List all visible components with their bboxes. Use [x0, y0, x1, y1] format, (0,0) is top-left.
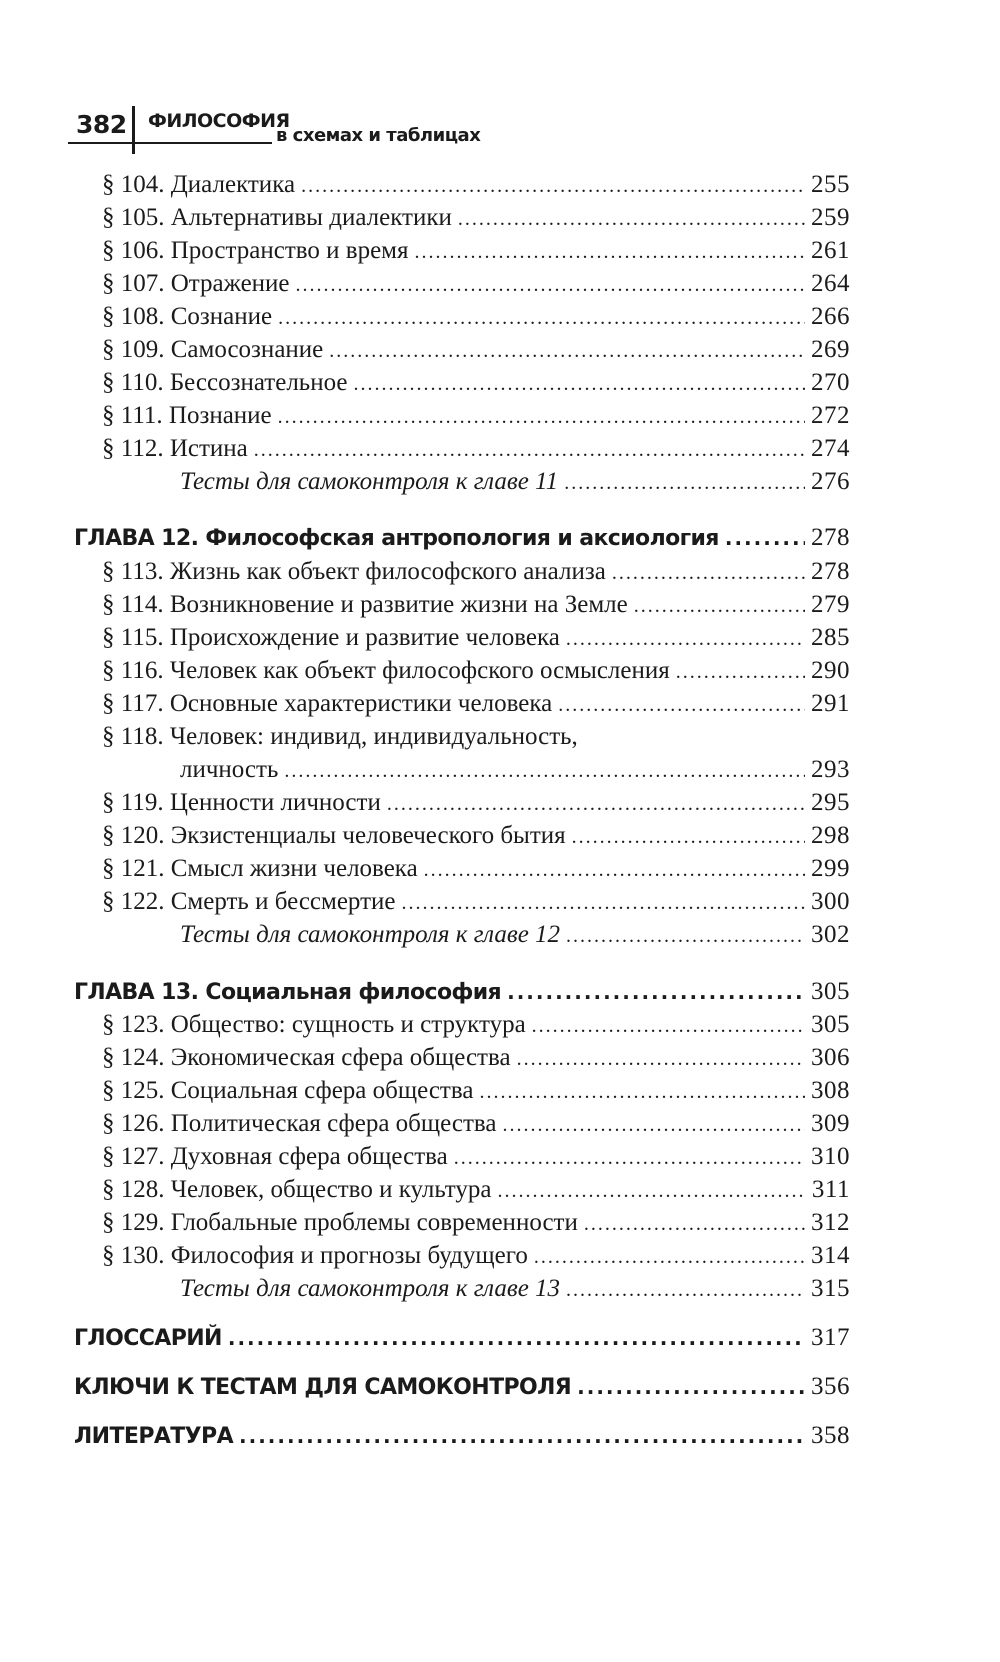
- toc-entry-title: § 110. Бессознательное: [102, 369, 348, 396]
- dot-leader: [239, 1420, 805, 1452]
- toc-entry-page: 274: [811, 435, 850, 462]
- toc-entry-page: 276: [811, 468, 850, 495]
- dot-leader: [454, 1142, 805, 1174]
- toc-entry: [102, 202, 850, 234]
- toc-entry-page: 315: [811, 1275, 850, 1302]
- toc-entry-title: § 122. Смерть и бессмертие: [102, 888, 396, 915]
- toc-entry-page: 290: [811, 657, 850, 684]
- toc-entry-page: 310: [811, 1143, 850, 1170]
- dot-leader: [676, 656, 805, 688]
- toc-entry: [102, 787, 850, 819]
- dot-leader: [301, 170, 805, 202]
- toc-entry-title: § 123. Общество: сущность и структура: [102, 1011, 526, 1038]
- toc-entry-page: 317: [811, 1324, 850, 1351]
- header-divider: [132, 106, 135, 154]
- toc-tests-entry: [180, 919, 850, 951]
- toc-entry-page: 295: [811, 789, 850, 816]
- toc-entry-page: 314: [811, 1242, 850, 1269]
- toc-tests-entry: [180, 1273, 850, 1305]
- dot-leader: [566, 920, 805, 952]
- toc-entry-page: 270: [811, 369, 850, 396]
- dot-leader: [612, 557, 805, 589]
- dot-leader: [458, 203, 805, 235]
- toc-entry-title: § 126. Политическая сфера общества: [102, 1110, 497, 1137]
- dot-leader: [507, 976, 805, 1008]
- toc-entry: [102, 400, 850, 432]
- toc-entry: [102, 556, 850, 588]
- toc-entry-page: 293: [811, 756, 850, 783]
- toc-entry: [102, 1207, 850, 1239]
- toc-entry: [102, 853, 850, 885]
- toc-entry-title: § 115. Происхождение и развитие человека: [102, 624, 560, 651]
- toc-entry: [102, 688, 850, 720]
- dot-leader: [534, 1241, 805, 1273]
- running-header: [68, 96, 508, 156]
- dot-leader: [414, 236, 805, 268]
- toc-entry: [102, 367, 850, 399]
- toc-entry-page: 306: [811, 1044, 850, 1071]
- dot-leader: [329, 335, 805, 367]
- dot-leader: [254, 434, 805, 466]
- book-subtitle: в схемах и таблицах: [276, 125, 481, 146]
- toc-entry-title: § 121. Смысл жизни человека: [102, 855, 418, 882]
- toc-keys-heading: [74, 1371, 850, 1403]
- toc-entry-page: 259: [811, 204, 850, 231]
- toc-entry-title: § 117. Основные характеристики человека: [102, 690, 553, 717]
- toc-entry-page: 261: [811, 237, 850, 264]
- toc-glossary-heading: [74, 1322, 850, 1354]
- dot-leader: [424, 854, 805, 886]
- toc-literature-heading: [74, 1420, 850, 1452]
- toc-chapter-title: ГЛОССАРИЙ: [74, 1326, 222, 1351]
- toc-entry-page: 264: [811, 270, 850, 297]
- dot-leader: [566, 1274, 805, 1306]
- toc-entry-title: § 119. Ценности личности: [102, 789, 381, 816]
- toc-entry: [102, 1108, 850, 1140]
- toc-entry-title: § 105. Альтернативы диалектики: [102, 204, 452, 231]
- toc-entry: [102, 301, 850, 333]
- toc-entry-continuation: [180, 754, 850, 786]
- toc-entry-title: § 116. Человек как объект философского осмысления: [102, 657, 670, 684]
- dot-leader: [228, 1322, 805, 1354]
- toc-entry: [102, 1174, 850, 1206]
- toc-chapter-title: КЛЮЧИ К ТЕСТАМ ДЛЯ САМОКОНТРОЛЯ: [74, 1375, 572, 1400]
- dot-leader: [572, 821, 805, 853]
- toc-entry: [102, 820, 850, 852]
- toc-entry-page: 278: [811, 524, 850, 551]
- toc-entry: [102, 622, 850, 654]
- toc-entry-title: § 125. Социальная сфера общества: [102, 1077, 474, 1104]
- toc-entry-page: 272: [811, 402, 850, 429]
- toc-chapter-title: ГЛАВА 13. Социальная философия: [74, 980, 502, 1005]
- dot-leader: [502, 1109, 805, 1141]
- toc-entry-title: Тесты для самоконтроля к главе 11: [180, 468, 559, 495]
- dot-leader: [532, 1010, 805, 1042]
- dot-leader: [564, 467, 805, 499]
- toc-entry-title: § 109. Самосознание: [102, 336, 324, 363]
- toc-chapter-heading: [74, 522, 850, 554]
- toc-entry-page: 356: [811, 1373, 850, 1400]
- dot-leader: [479, 1076, 805, 1108]
- toc-entry-title: § 108. Сознание: [102, 303, 273, 330]
- toc-entry-first-line: [102, 721, 850, 753]
- toc-entry: [102, 268, 850, 300]
- toc-entry-page: 312: [811, 1209, 850, 1236]
- toc-entry-page: 311: [811, 1176, 850, 1203]
- toc-entry: [102, 235, 850, 267]
- header-underline: [68, 142, 272, 144]
- toc-chapter-title: ГЛАВА 12. Философская антропология и аксиология: [74, 526, 719, 551]
- toc-entry: [102, 433, 850, 465]
- toc-entry: [102, 1075, 850, 1107]
- toc-entry: [102, 169, 850, 201]
- dot-leader: [725, 522, 805, 554]
- book-title: ФИЛОСОФИЯ: [148, 110, 290, 132]
- toc-entry-title: § 120. Экзистенциалы человеческого бытия: [102, 822, 566, 849]
- toc-entry-page: 255: [811, 171, 850, 198]
- toc-chapter-title: ЛИТЕРАТУРА: [74, 1424, 233, 1449]
- toc-entry-page: 309: [811, 1110, 850, 1137]
- toc-entry-title: § 128. Человек, общество и культура: [102, 1176, 492, 1203]
- toc-entry-title: Тесты для самоконтроля к главе 13: [180, 1275, 561, 1302]
- toc-entry-page: 308: [811, 1077, 850, 1104]
- toc-entry-page: 298: [811, 822, 850, 849]
- toc-entry: [102, 1009, 850, 1041]
- toc-entry-page: 279: [811, 591, 850, 618]
- toc-entry-title: § 114. Возникновение и развитие жизни на Земле: [102, 591, 628, 618]
- dot-leader: [558, 689, 805, 721]
- toc-entry-page: 300: [811, 888, 850, 915]
- toc-entry-title: § 104. Диалектика: [102, 171, 296, 198]
- toc-entry: [102, 1240, 850, 1272]
- toc-entry: [102, 589, 850, 621]
- dot-leader: [498, 1175, 806, 1207]
- toc-entry-page: 302: [811, 921, 850, 948]
- page-number: 382: [76, 110, 127, 139]
- dot-leader: [387, 788, 805, 820]
- toc-entry-title: личность: [180, 756, 279, 783]
- toc-tests-entry: [180, 466, 850, 498]
- toc-entry: [102, 655, 850, 687]
- toc-entry: [102, 1042, 850, 1074]
- dot-leader: [577, 1371, 805, 1403]
- toc-entry-page: 285: [811, 624, 850, 651]
- dot-leader: [517, 1043, 805, 1075]
- toc-entry-page: 266: [811, 303, 850, 330]
- toc-entry-title: § 113. Жизнь как объект философского анализа: [102, 558, 606, 585]
- dot-leader: [284, 755, 805, 787]
- toc-entry-title: § 111. Познание: [102, 402, 272, 429]
- dot-leader: [566, 623, 805, 655]
- toc-entry-title: Тесты для самоконтроля к главе 12: [180, 921, 561, 948]
- dot-leader: [278, 401, 805, 433]
- toc-entry-title: § 118. Человек: индивид, индивидуальность,: [102, 723, 578, 750]
- toc-entry-page: 358: [811, 1422, 850, 1449]
- toc-chapter-heading: [74, 976, 850, 1008]
- dot-leader: [584, 1208, 805, 1240]
- toc-entry-title: § 129. Глобальные проблемы современности: [102, 1209, 578, 1236]
- toc-entry-page: 291: [811, 690, 850, 717]
- toc-entry-title: § 107. Отражение: [102, 270, 290, 297]
- toc-entry-title: § 112. Истина: [102, 435, 248, 462]
- dot-leader: [353, 368, 805, 400]
- dot-leader: [634, 590, 805, 622]
- toc-entry-page: 305: [811, 1011, 850, 1038]
- toc-entry: [102, 886, 850, 918]
- toc-entry-title: § 124. Экономическая сфера общества: [102, 1044, 511, 1071]
- dot-leader: [296, 269, 805, 301]
- dot-leader: [402, 887, 805, 919]
- toc-entry-title: § 130. Философия и прогнозы будущего: [102, 1242, 528, 1269]
- toc-entry-page: 278: [811, 558, 850, 585]
- toc-entry-page: 299: [811, 855, 850, 882]
- toc-entry-title: § 106. Пространство и время: [102, 237, 409, 264]
- toc-entry-page: 269: [811, 336, 850, 363]
- toc-entry-page: 305: [811, 978, 850, 1005]
- toc-entry-title: § 127. Духовная сфера общества: [102, 1143, 448, 1170]
- dot-leader: [278, 302, 805, 334]
- toc-entry: [102, 1141, 850, 1173]
- toc-entry: [102, 334, 850, 366]
